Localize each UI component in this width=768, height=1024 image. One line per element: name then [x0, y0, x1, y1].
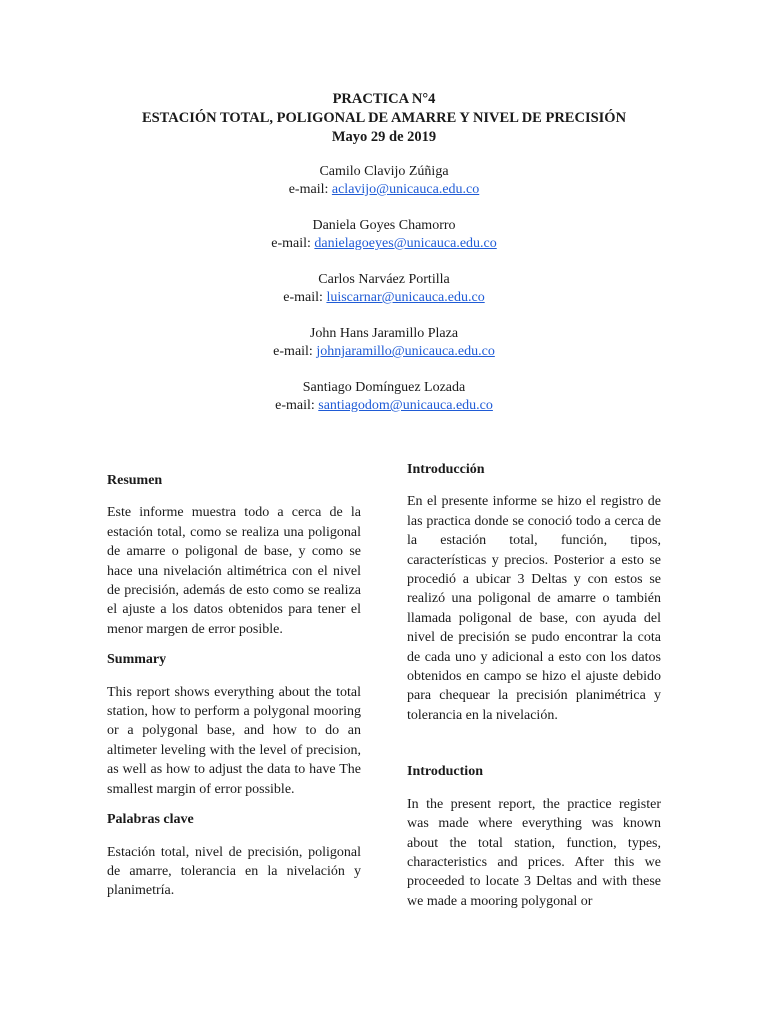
introduccion-text: En el presente informe se hizo el registro de las practica donde se conoció todo a cerca de la estación total, función, tipos, características y precios. Posterior a esto se procedió a ubicar 3 Deltas y con estos se realizó una poligonal de amarre o también llamada poligonal de base, con ayuda del nivel de precisión se pudo encontrar la cota de cada uno y adicional a esto con los datos obtenidos en campo se hizo el ajuste debido para chequear la precisión planimétrica y tolerancia en la nivelación.: [407, 494, 661, 723]
right-column: [407, 460, 661, 922]
author-name: Camilo Clavijo Zúñiga: [319, 164, 449, 179]
author-email-line: [0, 289, 768, 307]
introduction-heading: Introduction: [407, 764, 483, 780]
author-email-line: [0, 181, 768, 199]
email-link[interactable]: johnjaramillo@unicauca.edu.co: [316, 344, 495, 359]
email-label: e-mail:: [283, 290, 327, 305]
title-date: Mayo 29 de 2019: [331, 129, 437, 145]
author-entry: [0, 163, 768, 199]
author-name: Daniela Goyes Chamorro: [312, 218, 456, 233]
email-label: e-mail:: [271, 236, 315, 251]
keywords-text: Estación total, nivel de precisión, poligonal de amarre, tolerancia en la nivelación y planimetría.: [107, 844, 361, 899]
email-label: e-mail:: [275, 398, 319, 413]
author-entry: [0, 217, 768, 253]
email-link[interactable]: danielagoeyes@unicauca.edu.co: [314, 236, 497, 251]
resumen-heading: Resumen: [107, 473, 163, 488]
email-label: e-mail:: [273, 344, 317, 359]
author-entry: [0, 271, 768, 307]
section-spacer: [407, 736, 661, 762]
introduccion-heading: Introducción: [407, 462, 485, 477]
title-practice-number: PRACTICA N°4: [332, 91, 436, 107]
title-main: ESTACIÓN TOTAL, POLIGONAL DE AMARRE Y NIVEL DE PRECISIÓN: [141, 110, 627, 126]
email-link[interactable]: luiscarnar@unicauca.edu.co: [326, 290, 485, 305]
left-column: [107, 471, 361, 912]
email-link[interactable]: santiagodom@unicauca.edu.co: [318, 398, 493, 413]
author-name: Santiago Domínguez Lozada: [302, 380, 466, 395]
introduction-text: In the present report, the practice register was made where everything was known about the total station, function, types, characteristics and prices. After this we proceeded to locate 3 Deltas and with these we made a mooring polygonal or: [407, 796, 661, 909]
author-email-line: [0, 397, 768, 415]
summary-heading: Summary: [107, 652, 167, 668]
email-link[interactable]: aclavijo@unicauca.edu.co: [331, 182, 480, 197]
author-email-line: [0, 343, 768, 361]
author-name: Carlos Narváez Portilla: [318, 272, 450, 287]
author-name: John Hans Jaramillo Plaza: [309, 326, 459, 341]
resumen-text: Este informe muestra todo a cerca de la estación total, como se realiza una poligonal de amarre o poligonal de base, y como se hace una nivelación altimétrica con el nivel de precisión, además de esto como se realiza el ajuste a los datos obtenidos para tener el menor margen de error posible.: [107, 505, 361, 637]
author-email-line: [0, 235, 768, 253]
document-title: [0, 90, 768, 147]
summary-text: This report shows everything about the total station, how to perform a polygonal mooring or a polygonal base, and how to do an altimeter leveling with the level of precision, as well as how to adjust the data to have The smallest margin of error possible.: [107, 684, 361, 797]
author-list: [0, 163, 768, 433]
author-entry: [0, 379, 768, 415]
author-entry: [0, 325, 768, 361]
keywords-heading: Palabras clave: [107, 812, 194, 828]
email-label: e-mail:: [288, 182, 332, 197]
